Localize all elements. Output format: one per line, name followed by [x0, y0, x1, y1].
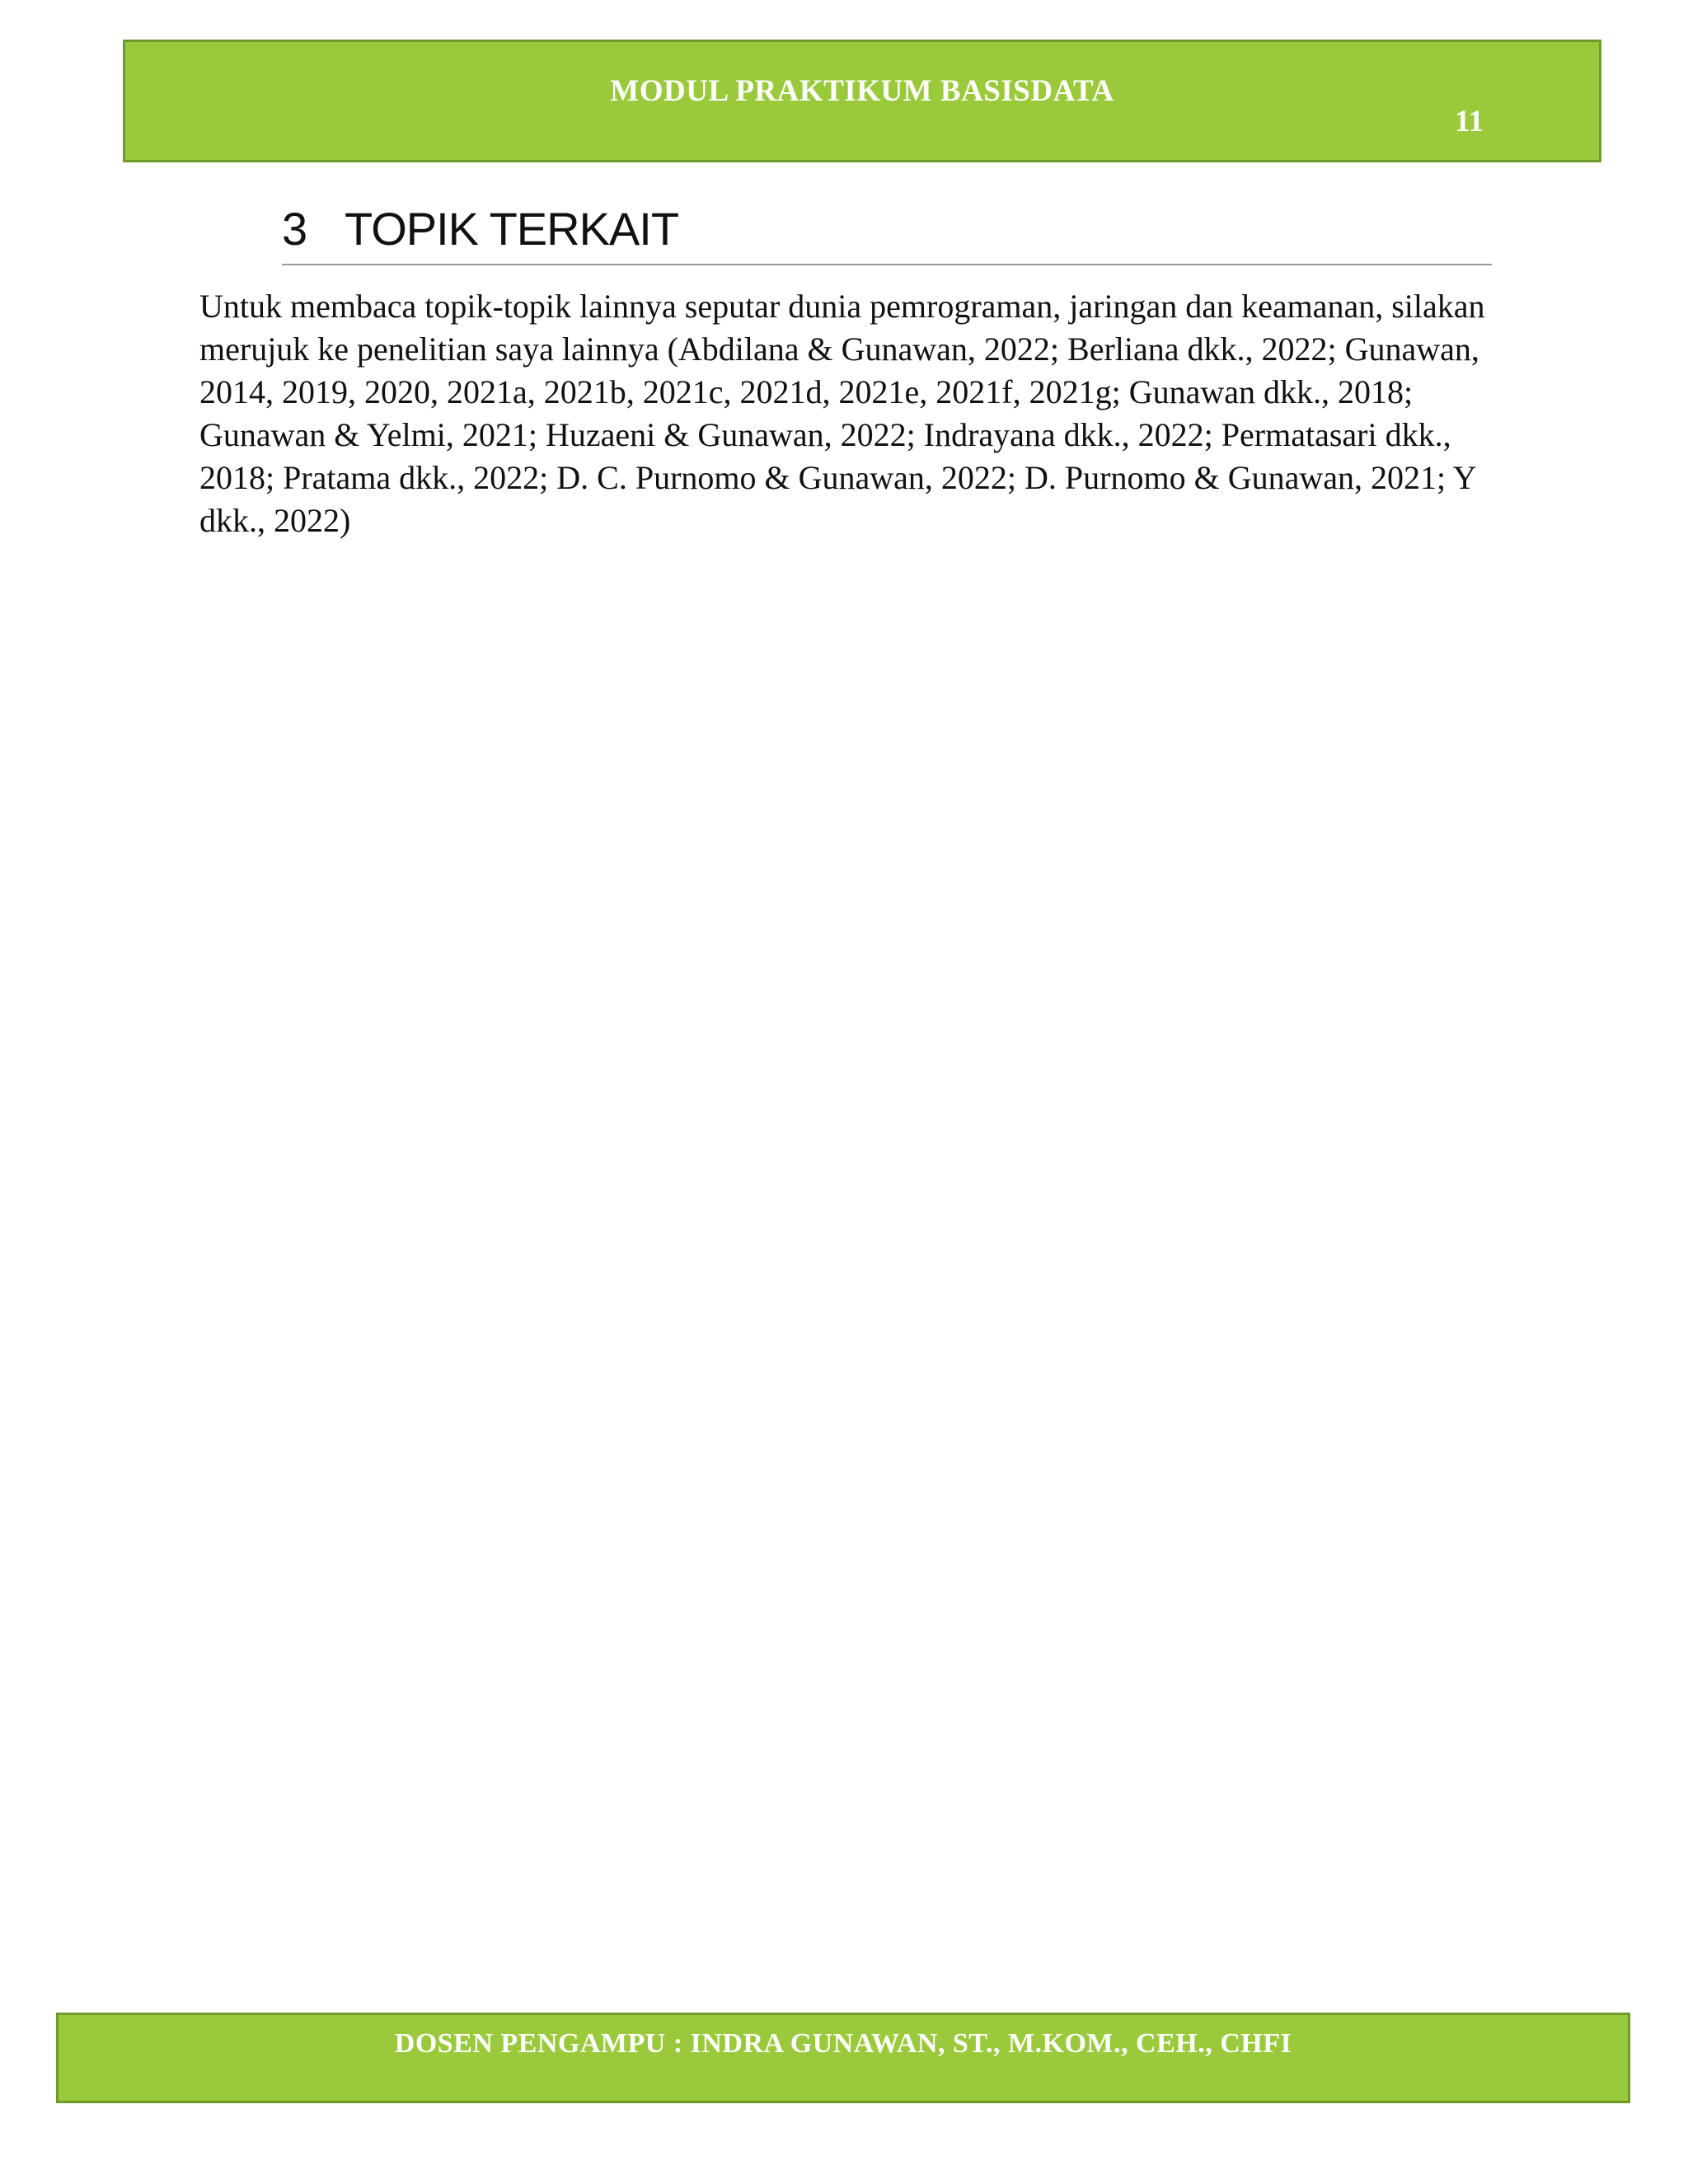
page-header [123, 40, 1601, 162]
page-footer [56, 2013, 1630, 2103]
body-line: 2018; Pratama dkk., 2022; D. C. Purnomo & Gunawan, 2022; D. Purnomo & Gunawan, 2021; Y [199, 459, 1477, 496]
section-heading [282, 199, 1492, 265]
body-line: merujuk ke penelitian saya lainnya (Abdilana & Gunawan, 2022; Berliana dkk., 2022; Gunawan, [199, 330, 1479, 368]
body-line: Gunawan & Yelmi, 2021; Huzaeni & Gunawan, 2022; Indrayana dkk., 2022; Permatasari dkk., [199, 416, 1451, 453]
page-number: 11 [1455, 105, 1484, 138]
body-line: Untuk membaca topik-topik lainnya seputar dunia pemrograman, jaringan dan keamanan, silakan [199, 288, 1485, 325]
footer-text: DOSEN PENGAMPU : INDRA GUNAWAN, ST., M.KOM., CEH., CHFI [394, 2028, 1292, 2059]
header-title: MODUL PRAKTIKUM BASISDATA [610, 74, 1114, 108]
section-title: TOPIK TERKAIT [345, 203, 679, 255]
section-number: 3 [282, 203, 307, 255]
body-paragraph [199, 285, 1498, 542]
body-line: 2014, 2019, 2020, 2021a, 2021b, 2021c, 2021d, 2021e, 2021f, 2021g; Gunawan dkk., 2018; [199, 373, 1414, 410]
body-line: dkk., 2022) [199, 502, 351, 539]
